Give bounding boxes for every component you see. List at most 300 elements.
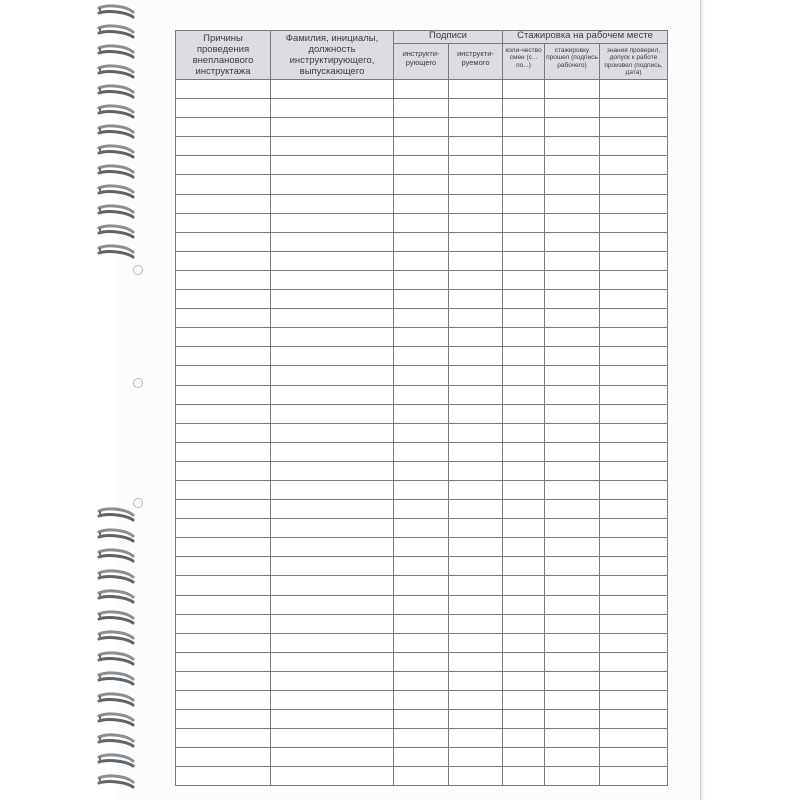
table-cell[interactable] (271, 270, 394, 289)
table-cell[interactable] (176, 767, 271, 786)
table-cell[interactable] (600, 480, 668, 499)
table-cell[interactable] (449, 232, 503, 251)
table-cell[interactable] (449, 99, 503, 118)
table-cell[interactable] (503, 137, 545, 156)
table-cell[interactable] (600, 538, 668, 557)
table-row (176, 404, 668, 423)
table-cell[interactable] (503, 156, 545, 175)
table-row (176, 137, 668, 156)
table-cell[interactable] (176, 729, 271, 748)
table-cell[interactable] (394, 404, 449, 423)
table-row (176, 480, 668, 499)
table-cell[interactable] (545, 347, 600, 366)
table-cell[interactable] (394, 442, 449, 461)
table-cell[interactable] (394, 461, 449, 480)
table-row (176, 385, 668, 404)
table-cell[interactable] (394, 729, 449, 748)
table-cell[interactable] (503, 194, 545, 213)
table-cell[interactable] (545, 557, 600, 576)
table-cell[interactable] (271, 691, 394, 710)
table-cell[interactable] (176, 156, 271, 175)
table-cell[interactable] (449, 347, 503, 366)
table-cell[interactable] (394, 156, 449, 175)
table-cell[interactable] (545, 576, 600, 595)
table-cell[interactable] (545, 385, 600, 404)
table-cell[interactable] (394, 691, 449, 710)
spiral-coil (96, 44, 136, 60)
table-cell[interactable] (394, 480, 449, 499)
table-cell[interactable] (449, 595, 503, 614)
table-cell[interactable] (449, 519, 503, 538)
table-cell[interactable] (449, 557, 503, 576)
table-cell[interactable] (449, 729, 503, 748)
table-cell[interactable] (600, 309, 668, 328)
table-row (176, 557, 668, 576)
table-cell[interactable] (176, 538, 271, 557)
table-cell[interactable] (449, 500, 503, 519)
table-cell[interactable] (271, 251, 394, 270)
table-cell[interactable] (271, 614, 394, 633)
table-cell[interactable] (449, 175, 503, 194)
table-cell[interactable] (545, 633, 600, 652)
table-cell[interactable] (503, 748, 545, 767)
table-cell[interactable] (449, 118, 503, 137)
table-cell[interactable] (545, 290, 600, 309)
table-cell[interactable] (176, 500, 271, 519)
table-cell[interactable] (271, 347, 394, 366)
table-cell[interactable] (545, 156, 600, 175)
table-cell[interactable] (600, 137, 668, 156)
table-cell[interactable] (271, 118, 394, 137)
table-cell[interactable] (176, 194, 271, 213)
table-cell[interactable] (271, 213, 394, 232)
table-cell[interactable] (545, 232, 600, 251)
table-cell[interactable] (271, 576, 394, 595)
table-cell[interactable] (600, 576, 668, 595)
table-cell[interactable] (600, 251, 668, 270)
spiral-coil (96, 712, 136, 728)
table-cell[interactable] (176, 671, 271, 690)
table-cell[interactable] (176, 290, 271, 309)
table-cell[interactable] (394, 194, 449, 213)
table-cell[interactable] (394, 500, 449, 519)
table-cell[interactable] (449, 633, 503, 652)
table-cell[interactable] (394, 251, 449, 270)
table-cell[interactable] (600, 423, 668, 442)
table-cell[interactable] (271, 366, 394, 385)
table-cell[interactable] (394, 232, 449, 251)
table-cell[interactable] (545, 500, 600, 519)
table-cell[interactable] (600, 652, 668, 671)
table-cell[interactable] (449, 767, 503, 786)
table-cell[interactable] (545, 461, 600, 480)
table-cell[interactable] (176, 385, 271, 404)
table-cell[interactable] (394, 328, 449, 347)
table-cell[interactable] (503, 290, 545, 309)
table-cell[interactable] (545, 767, 600, 786)
table-cell[interactable] (600, 80, 668, 99)
table-cell[interactable] (271, 671, 394, 690)
table-cell[interactable] (503, 404, 545, 423)
table-cell[interactable] (503, 652, 545, 671)
table-cell[interactable] (271, 328, 394, 347)
table-cell[interactable] (545, 118, 600, 137)
table-cell[interactable] (394, 309, 449, 328)
table-row (176, 671, 668, 690)
table-cell[interactable] (503, 633, 545, 652)
table-cell[interactable] (503, 461, 545, 480)
table-cell[interactable] (449, 652, 503, 671)
table-cell[interactable] (545, 194, 600, 213)
table-cell[interactable] (394, 710, 449, 729)
table-cell[interactable] (394, 576, 449, 595)
table-cell[interactable] (449, 748, 503, 767)
spiral-coil (96, 671, 136, 687)
table-cell[interactable] (600, 99, 668, 118)
table-cell[interactable] (545, 519, 600, 538)
table-cell[interactable] (600, 194, 668, 213)
table-cell[interactable] (176, 232, 271, 251)
table-row (176, 633, 668, 652)
table-cell[interactable] (394, 213, 449, 232)
table-cell[interactable] (545, 480, 600, 499)
table-cell[interactable] (271, 137, 394, 156)
table-cell[interactable] (176, 614, 271, 633)
table-cell[interactable] (600, 614, 668, 633)
table-cell[interactable] (503, 270, 545, 289)
table-cell[interactable] (545, 614, 600, 633)
table-cell[interactable] (545, 652, 600, 671)
table-cell[interactable] (503, 538, 545, 557)
table-cell[interactable] (176, 652, 271, 671)
table-cell[interactable] (176, 691, 271, 710)
table-cell[interactable] (449, 671, 503, 690)
table-cell[interactable] (449, 385, 503, 404)
table-cell[interactable] (394, 137, 449, 156)
table-cell[interactable] (449, 423, 503, 442)
spiral-coil (96, 507, 136, 523)
table-cell[interactable] (545, 442, 600, 461)
table-cell[interactable] (503, 328, 545, 347)
table-cell[interactable] (449, 366, 503, 385)
punch-hole (133, 265, 143, 275)
table-cell[interactable] (394, 385, 449, 404)
table-cell[interactable] (394, 270, 449, 289)
spiral-coil (96, 528, 136, 544)
spiral-coil (96, 733, 136, 749)
table-row (176, 519, 668, 538)
table-cell[interactable] (176, 423, 271, 442)
table-cell[interactable] (545, 538, 600, 557)
table-cell[interactable] (503, 366, 545, 385)
table-cell[interactable] (600, 404, 668, 423)
table-cell[interactable] (503, 309, 545, 328)
table-cell[interactable] (503, 691, 545, 710)
table-cell[interactable] (176, 633, 271, 652)
table-cell[interactable] (600, 156, 668, 175)
table-cell[interactable] (449, 213, 503, 232)
table-cell[interactable] (545, 423, 600, 442)
table-cell[interactable] (545, 691, 600, 710)
table-cell[interactable] (600, 118, 668, 137)
table-cell[interactable] (600, 710, 668, 729)
table-cell[interactable] (271, 385, 394, 404)
table-cell[interactable] (503, 710, 545, 729)
table-cell[interactable] (545, 404, 600, 423)
spiral-binding-top (96, 0, 136, 260)
table-cell[interactable] (394, 290, 449, 309)
table-cell[interactable] (271, 633, 394, 652)
table-cell[interactable] (449, 290, 503, 309)
table-cell[interactable] (449, 309, 503, 328)
table-cell[interactable] (600, 748, 668, 767)
table-cell[interactable] (600, 633, 668, 652)
table-cell[interactable] (271, 557, 394, 576)
table-cell[interactable] (600, 671, 668, 690)
table-cell[interactable] (176, 404, 271, 423)
table-cell[interactable] (545, 175, 600, 194)
table-cell[interactable] (394, 80, 449, 99)
table-cell[interactable] (271, 710, 394, 729)
table-cell[interactable] (176, 99, 271, 118)
table-cell[interactable] (600, 290, 668, 309)
table-cell[interactable] (545, 309, 600, 328)
table-cell[interactable] (394, 595, 449, 614)
table-cell[interactable] (449, 194, 503, 213)
table-cell[interactable] (271, 423, 394, 442)
table-cell[interactable] (600, 691, 668, 710)
table-cell[interactable] (503, 500, 545, 519)
table-row (176, 442, 668, 461)
table-cell[interactable] (176, 576, 271, 595)
table-cell[interactable] (271, 290, 394, 309)
table-cell[interactable] (545, 328, 600, 347)
table-cell[interactable] (271, 461, 394, 480)
header-knowledge-checked: знания проверил, допуск к работе произвел (подпись, дата) (600, 44, 668, 80)
table-cell[interactable] (545, 366, 600, 385)
table-cell[interactable] (394, 519, 449, 538)
table-cell[interactable] (600, 442, 668, 461)
table-cell[interactable] (600, 500, 668, 519)
table-cell[interactable] (600, 461, 668, 480)
table-cell[interactable] (176, 328, 271, 347)
table-row (176, 423, 668, 442)
table-cell[interactable] (394, 175, 449, 194)
table-cell[interactable] (503, 519, 545, 538)
table-cell[interactable] (600, 595, 668, 614)
table-cell[interactable] (176, 347, 271, 366)
table-cell[interactable] (394, 538, 449, 557)
table-cell[interactable] (545, 671, 600, 690)
table-cell[interactable] (176, 309, 271, 328)
table-cell[interactable] (176, 442, 271, 461)
spiral-coil (96, 84, 136, 100)
table-cell[interactable] (176, 748, 271, 767)
table-cell[interactable] (394, 633, 449, 652)
table-row (176, 691, 668, 710)
table-cell[interactable] (271, 99, 394, 118)
table-cell[interactable] (449, 461, 503, 480)
table-cell[interactable] (394, 118, 449, 137)
table-cell[interactable] (449, 691, 503, 710)
table-cell[interactable] (545, 99, 600, 118)
table-cell[interactable] (271, 480, 394, 499)
table-cell[interactable] (176, 270, 271, 289)
table-cell[interactable] (545, 729, 600, 748)
table-cell[interactable] (394, 366, 449, 385)
table-cell[interactable] (449, 404, 503, 423)
table-cell[interactable] (503, 80, 545, 99)
table-cell[interactable] (271, 232, 394, 251)
table-cell[interactable] (449, 156, 503, 175)
table-cell[interactable] (503, 423, 545, 442)
table-cell[interactable] (600, 767, 668, 786)
table-cell[interactable] (271, 767, 394, 786)
table-cell[interactable] (176, 175, 271, 194)
table-cell[interactable] (176, 557, 271, 576)
table-cell[interactable] (394, 767, 449, 786)
table-cell[interactable] (503, 614, 545, 633)
table-cell[interactable] (449, 270, 503, 289)
table-row (176, 194, 668, 213)
table-cell[interactable] (176, 710, 271, 729)
table-cell[interactable] (176, 251, 271, 270)
table-cell[interactable] (545, 595, 600, 614)
log-table (175, 30, 668, 786)
table-row (176, 652, 668, 671)
table-cell[interactable] (394, 99, 449, 118)
table-cell[interactable] (449, 480, 503, 499)
spiral-binding-bottom (96, 505, 136, 800)
table-cell[interactable] (271, 595, 394, 614)
table-cell[interactable] (503, 557, 545, 576)
table-cell[interactable] (503, 576, 545, 595)
table-row (176, 614, 668, 633)
table-cell[interactable] (600, 270, 668, 289)
table-cell[interactable] (271, 404, 394, 423)
table-row (176, 175, 668, 194)
table-cell[interactable] (176, 461, 271, 480)
table-cell[interactable] (271, 194, 394, 213)
table-cell[interactable] (271, 175, 394, 194)
table-cell[interactable] (503, 99, 545, 118)
table-cell[interactable] (503, 213, 545, 232)
table-cell[interactable] (600, 328, 668, 347)
header-internship-done: стажировку прошел (подпись рабочего) (545, 44, 600, 80)
table-cell[interactable] (271, 519, 394, 538)
table-cell[interactable] (503, 442, 545, 461)
spiral-coil (96, 753, 136, 769)
table-cell[interactable] (271, 156, 394, 175)
table-cell[interactable] (503, 385, 545, 404)
table-cell[interactable] (449, 328, 503, 347)
table-row (176, 748, 668, 767)
table-cell[interactable] (503, 347, 545, 366)
table-cell[interactable] (176, 595, 271, 614)
table-cell[interactable] (394, 614, 449, 633)
table-cell[interactable] (600, 729, 668, 748)
table-cell[interactable] (394, 671, 449, 690)
table-cell[interactable] (503, 729, 545, 748)
table-cell[interactable] (545, 710, 600, 729)
table-row (176, 118, 668, 137)
table-cell[interactable] (449, 442, 503, 461)
table-cell[interactable] (545, 748, 600, 767)
table-cell[interactable] (600, 519, 668, 538)
header-internship: Стажировка на рабочем месте (503, 31, 668, 44)
table-cell[interactable] (449, 137, 503, 156)
table-cell[interactable] (600, 175, 668, 194)
table-cell[interactable] (600, 385, 668, 404)
table-cell[interactable] (271, 442, 394, 461)
table-cell[interactable] (545, 251, 600, 270)
table-cell[interactable] (394, 652, 449, 671)
table-cell[interactable] (449, 710, 503, 729)
table-cell[interactable] (449, 251, 503, 270)
table-cell[interactable] (271, 652, 394, 671)
table-cell[interactable] (176, 213, 271, 232)
table-cell[interactable] (600, 366, 668, 385)
table-cell[interactable] (600, 347, 668, 366)
table-cell[interactable] (271, 80, 394, 99)
table-cell[interactable] (545, 80, 600, 99)
table-row (176, 538, 668, 557)
table-cell[interactable] (394, 423, 449, 442)
spiral-coil (96, 224, 136, 240)
table-cell[interactable] (176, 80, 271, 99)
table-cell[interactable] (271, 500, 394, 519)
table-cell[interactable] (271, 538, 394, 557)
table-cell[interactable] (503, 767, 545, 786)
table-cell[interactable] (271, 748, 394, 767)
table-cell[interactable] (503, 251, 545, 270)
table-cell[interactable] (503, 480, 545, 499)
table-cell[interactable] (600, 213, 668, 232)
table-cell[interactable] (503, 175, 545, 194)
table-cell[interactable] (394, 748, 449, 767)
table-cell[interactable] (545, 270, 600, 289)
table-cell[interactable] (449, 80, 503, 99)
table-cell[interactable] (176, 366, 271, 385)
table-cell[interactable] (545, 137, 600, 156)
table-cell[interactable] (176, 480, 271, 499)
table-cell[interactable] (600, 232, 668, 251)
table-cell[interactable] (176, 118, 271, 137)
spiral-coil (96, 164, 136, 180)
header-name: Фамилия, инициалы, должность инструктирующего, выпускающего (271, 31, 394, 80)
table-row (176, 156, 668, 175)
table-cell[interactable] (449, 614, 503, 633)
table-cell[interactable] (503, 671, 545, 690)
table-cell[interactable] (545, 213, 600, 232)
table-cell[interactable] (394, 557, 449, 576)
table-cell[interactable] (449, 576, 503, 595)
table-cell[interactable] (503, 232, 545, 251)
table-cell[interactable] (271, 729, 394, 748)
table-cell[interactable] (600, 557, 668, 576)
table-cell[interactable] (394, 347, 449, 366)
spiral-coil (96, 144, 136, 160)
table-row (176, 213, 668, 232)
table-cell[interactable] (503, 118, 545, 137)
table-cell[interactable] (271, 309, 394, 328)
table-cell[interactable] (449, 538, 503, 557)
header-signatures: Подписи (394, 31, 503, 44)
spiral-coil (96, 244, 136, 260)
table-cell[interactable] (176, 519, 271, 538)
table-cell[interactable] (176, 137, 271, 156)
table-cell[interactable] (503, 595, 545, 614)
